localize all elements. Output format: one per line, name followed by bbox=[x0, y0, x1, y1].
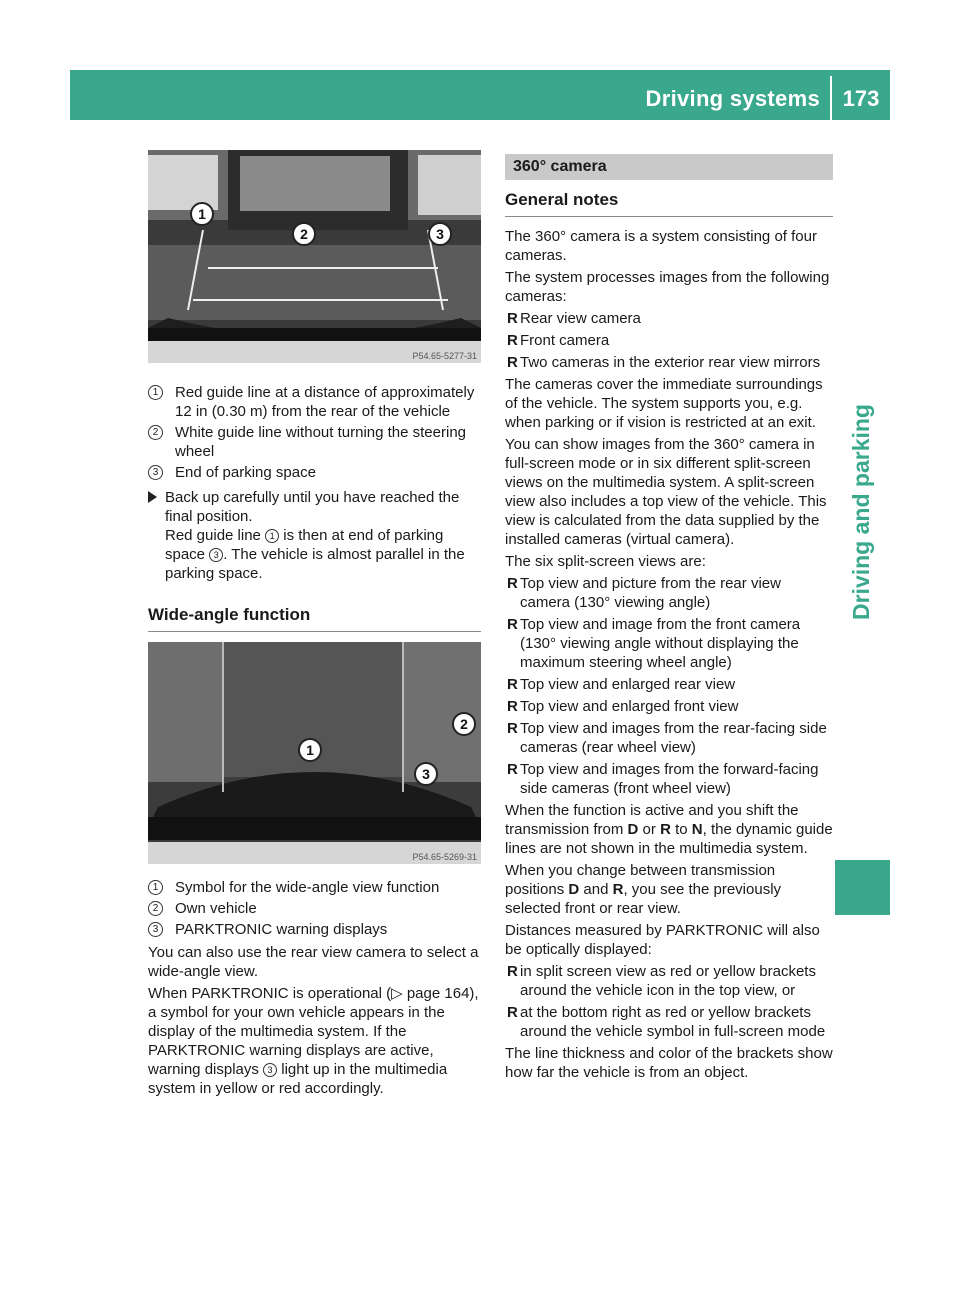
callout-1: 1 bbox=[298, 738, 322, 762]
list-item: R Two cameras in the exterior rear view mirrors bbox=[507, 354, 821, 371]
legend-item: 1 Red guide line at a distance of approximately 12 in (0.30 m) from the rear of the vehicle bbox=[148, 383, 481, 421]
paragraph: The cameras cover the immediate surroundings of the vehicle. The system supports you, e.g. when parking or if vision is restricted at an exit. bbox=[505, 376, 823, 431]
split-view-list bbox=[505, 574, 833, 798]
paragraph: You can also use the rear view camera to select a wide-angle view. bbox=[148, 944, 479, 980]
header-title: Driving systems bbox=[645, 86, 820, 111]
list-item: R Top view and enlarged rear view bbox=[507, 676, 736, 693]
list-item: R Top view and images from the rear-facing side cameras (rear wheel view) bbox=[507, 720, 827, 756]
legend-item: 3 End of parking space bbox=[148, 463, 481, 482]
right-column bbox=[505, 150, 833, 1085]
figure-code: P54.65-5277-31 bbox=[412, 351, 477, 361]
paragraph: You can show images from the 360° camera in full-screen mode or in six different split-screen views on the multimedia system. A split-screen view also includes a top view of the vehicle. This view is calculated from the data supplied by the installed cameras (virtual camera). bbox=[505, 436, 827, 548]
callout-2: 2 bbox=[292, 222, 316, 246]
callout-3: 3 bbox=[428, 222, 452, 246]
callout-2: 2 bbox=[452, 712, 476, 736]
legend-item: 2 White guide line without turning the steering wheel bbox=[148, 423, 481, 461]
header-separator bbox=[830, 76, 832, 120]
paragraph: When PARKTRONIC is operational (▷ page 164), a symbol for your own vehicle appears in the display of the multimedia system. If the PARKTRONIC warning displays are active, warning displays 3 light up in the multimedia system in yellow or red accordingly. bbox=[148, 985, 479, 1097]
callout-3: 3 bbox=[414, 762, 438, 786]
callout-1: 1 bbox=[190, 202, 214, 226]
legend-item: 2 Own vehicle bbox=[148, 899, 481, 918]
rear-camera-image bbox=[148, 150, 481, 363]
figure-code: P54.65-5269-31 bbox=[412, 852, 477, 862]
list-item: R in split screen view as red or yellow brackets around the vehicle icon in the top view, or bbox=[507, 963, 816, 999]
list-item: R Top view and images from the forward-facing side cameras (front wheel view) bbox=[507, 761, 819, 797]
paragraph: When the function is active and you shift the transmission from D or R to N, the dynamic guide lines are not shown in the multimedia system. bbox=[505, 802, 833, 857]
wide-angle-heading: Wide-angle function bbox=[148, 605, 481, 632]
wide-angle-photo bbox=[148, 642, 481, 864]
legend-item: 3 PARKTRONIC warning displays bbox=[148, 920, 481, 939]
chapter-tab-marker bbox=[835, 860, 890, 915]
list-item: R Top view and image from the front camera (130° viewing angle without displaying the maximum steering wheel angle) bbox=[507, 616, 801, 671]
paragraph: Distances measured by PARKTRONIC will also be optically displayed: bbox=[505, 922, 820, 958]
paragraph: The 360° camera is a system consisting of four cameras. bbox=[505, 228, 817, 264]
list-item: R Top view and picture from the rear view camera (130° viewing angle) bbox=[507, 575, 781, 611]
camera-list bbox=[505, 309, 833, 372]
general-notes-heading: General notes bbox=[505, 190, 833, 217]
distance-display-list bbox=[505, 962, 833, 1041]
list-item: R at the bottom right as red or yellow brackets around the vehicle symbol in full-screen mode bbox=[507, 1004, 826, 1040]
step-arrow-icon bbox=[148, 491, 157, 503]
paragraph: The line thickness and color of the brackets show how far the vehicle is from an object. bbox=[505, 1045, 833, 1081]
chapter-tab-label: Driving and parking bbox=[848, 404, 874, 620]
left-column bbox=[148, 150, 481, 1101]
instruction-step: Back up carefully until you have reached the final position. Red guide line 1 is then at end of parking space 3 . The vehicle is almost parallel in the parking space. bbox=[148, 488, 481, 583]
list-item: R Rear view camera bbox=[507, 310, 641, 327]
page-number: 173 bbox=[842, 86, 880, 111]
legend-item: 1 Symbol for the wide-angle view function bbox=[148, 878, 481, 897]
list-item: R Top view and enlarged front view bbox=[507, 698, 739, 715]
list-item: R Front camera bbox=[507, 332, 610, 349]
paragraph: The system processes images from the following cameras: bbox=[505, 269, 830, 305]
wide-angle-legend bbox=[148, 878, 481, 939]
page-reference-link[interactable]: ▷ page 164 bbox=[391, 985, 470, 1002]
rear-camera-photo bbox=[148, 150, 481, 363]
section-title: 360° camera bbox=[505, 154, 833, 180]
figure1-legend bbox=[148, 383, 481, 482]
paragraph: When you change between transmission positions D and R, you see the previously selected front or rear view. bbox=[505, 862, 782, 917]
page-header bbox=[70, 70, 890, 120]
paragraph: The six split-screen views are: bbox=[505, 553, 706, 570]
